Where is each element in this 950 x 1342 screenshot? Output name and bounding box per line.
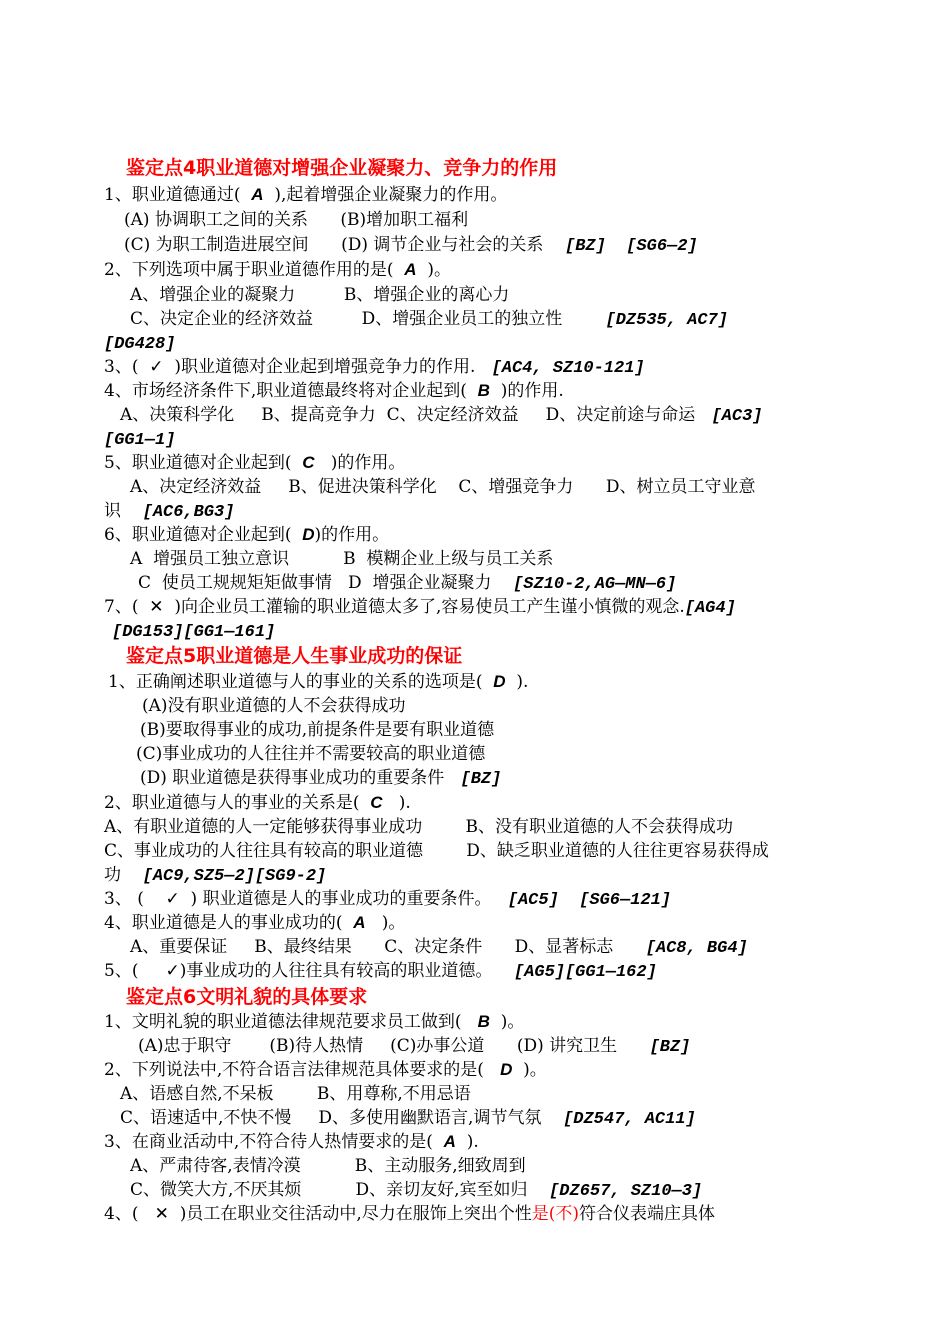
answer-mark: B <box>477 1012 490 1031</box>
line-text: )员工在职业交往活动中,尽力在服饰上突出个性 <box>168 1204 532 1224</box>
line-39 <box>130 1154 526 1178</box>
line-1 <box>104 183 507 207</box>
line-text: 3、 ( <box>104 889 166 909</box>
line-35 <box>104 1058 547 1082</box>
line-20 <box>108 670 528 694</box>
line-23 <box>136 742 485 766</box>
line-text: )。 <box>365 913 406 933</box>
line-9 <box>104 379 564 403</box>
source-tag: [DZ657, SZ10—3] <box>549 1182 703 1201</box>
source-tag: [DZ547, AC11] <box>563 1110 696 1129</box>
line-text: 5、( <box>104 961 166 981</box>
line-text: C、事业成功的人往往具有较高的职业道德 D、缺乏职业道德的人往往更容易获得成 <box>104 841 769 861</box>
line-2 <box>124 208 468 232</box>
line-28 <box>104 863 326 889</box>
line-text: 1、正确阐述职业道德与人的事业的关系的选项是( <box>108 672 494 692</box>
answer-mark: C <box>302 453 315 472</box>
line-text: 5、职业道德对企业起到( <box>104 453 303 473</box>
line-text: (A)没有职业道德的人不会获得成功 <box>142 696 406 716</box>
check-mark: ✓ <box>165 961 180 980</box>
line-text: A、有职业道德的人一定能够获得事业成功 B、没有职业道德的人不会获得成功 <box>104 817 733 837</box>
line-text: C、决定企业的经济效益 D、增强企业员工的独立性 <box>130 309 606 329</box>
line-40 <box>130 1178 702 1204</box>
line-text: 6、职业道德对企业起到( <box>104 525 303 545</box>
line-38 <box>104 1130 479 1154</box>
line-41 <box>104 1202 715 1226</box>
line-text: (C) 为职工制造进展空间 (D) 调节企业与社会的关系 <box>124 235 566 255</box>
line-text: 2、下列说法中,不符合语言法律规范具体要求的是( <box>104 1060 501 1080</box>
answer-mark: D <box>302 525 315 544</box>
line-text: 3、在商业活动中,不符合待人热情要求的是( <box>104 1132 444 1152</box>
line-5 <box>130 283 509 307</box>
line-36 <box>120 1082 471 1106</box>
source-tag: [SZ10-2,AG—MN—6] <box>513 575 677 594</box>
line-text: )向企业员工灌输的职业道德太多了,容易使员工产生谨小慎微的观念. <box>163 597 685 617</box>
line-text: (B)要取得事业的成功,前提条件是要有职业道德 <box>140 720 495 740</box>
line-text: )的作用。 <box>314 453 406 473</box>
line-6 <box>130 307 728 333</box>
line-22 <box>140 718 494 742</box>
line-text: )。 <box>512 1060 547 1080</box>
line-26 <box>104 815 733 839</box>
answer-mark: D <box>493 672 506 691</box>
line-text: A、决策科学化 B、提高竞争力 C、决定经济效益 D、决定前途与命运 <box>120 405 712 425</box>
line-text: 功 <box>104 865 143 885</box>
line-text: ) 职业道德是人的事业成功的重要条件。 <box>179 889 508 909</box>
line-18 <box>104 595 736 621</box>
line-12 <box>104 451 405 475</box>
line-10 <box>120 403 762 429</box>
line-text: ),起着增强企业凝聚力的作用。 <box>263 185 508 205</box>
line-text: 1、文明礼貌的职业道德法律规范要求员工做到( <box>104 1012 478 1032</box>
red-annotation: 是(不) <box>531 1204 580 1224</box>
cross-mark: ✕ <box>154 1204 169 1223</box>
line-text: 3、( <box>104 357 150 377</box>
line-text: C、微笑大方,不厌其烦 D、亲切友好,宾至如归 <box>130 1180 550 1200</box>
line-text: )的作用。 <box>314 525 390 545</box>
line-text: ). <box>455 1132 479 1152</box>
cross-mark: ✕ <box>149 597 164 616</box>
line-text: (C)事业成功的人往往并不需要较高的职业道德 <box>136 744 486 764</box>
check-mark: ✓ <box>149 357 164 376</box>
source-tag: [DZ535, AC7] <box>605 311 728 330</box>
source-tag: [GG1—1] <box>104 431 176 450</box>
source-tag: [AC6,BG3] <box>142 503 235 522</box>
line-text: A、严肃待客,表情冷漠 B、主动服务,细致周到 <box>130 1156 526 1176</box>
line-text: 2、职业道德与人的事业的关系是( <box>104 793 371 813</box>
line-text: A、重要保证 B、最终结果 C、决定条件 D、显著标志 <box>130 937 646 957</box>
source-tag: [AC3] <box>711 407 763 426</box>
line-text: A 增强员工独立意识 B 模糊企业上级与员工关系 <box>130 549 554 569</box>
source-tag: [DG153][GG1—161] <box>112 623 276 642</box>
answer-mark: C <box>370 793 383 812</box>
line-37 <box>120 1106 696 1132</box>
source-tag: [BZ] <box>649 1038 691 1057</box>
line-text: C、语速适中,不快不慢 D、多使用幽默语言,调节气氛 <box>120 1108 564 1128</box>
line-24 <box>140 766 501 792</box>
line-text: (A) 协调职工之间的关系 (B)增加职工福利 <box>124 210 469 230</box>
line-text: )职业道德对企业起到增强竞争力的作用. <box>163 357 492 377</box>
source-tag: [BZ] [SG6—2] <box>565 237 698 256</box>
section-heading-5: 鉴定点5职业道德是人生事业成功的保证 <box>126 645 463 667</box>
check-mark: ✓ <box>165 889 180 908</box>
answer-mark: A <box>251 185 264 204</box>
line-32 <box>104 959 657 985</box>
line-text: A、语感自然,不呆板 B、用尊称,不用忌语 <box>120 1084 471 1104</box>
line-17 <box>138 571 676 597</box>
section-heading-4: 鉴定点4职业道德对增强企业凝聚力、竞争力的作用 <box>126 157 558 179</box>
source-tag: [AC5] [SG6—121] <box>507 891 672 910</box>
source-tag: [AC9,SZ5—2][SG9-2] <box>142 867 327 886</box>
line-4 <box>104 258 451 282</box>
line-14 <box>104 499 234 525</box>
line-11 <box>104 427 175 453</box>
line-text: A、增强企业的凝聚力 B、增强企业的离心力 <box>130 285 510 305</box>
line-text: )。 <box>489 1012 525 1032</box>
line-text: C 使员工规规矩矩做事情 D 增强企业凝聚力 <box>138 573 514 593</box>
section-heading-6: 鉴定点6文明礼貌的具体要求 <box>126 986 368 1008</box>
line-text: (D) 职业道德是获得事业成功的重要条件 <box>140 768 461 788</box>
line-15 <box>104 523 389 547</box>
line-text: )事业成功的人往往具有较高的职业道德。 <box>179 961 514 981</box>
line-8 <box>104 355 645 381</box>
line-text: 符合仪表端庄具体 <box>579 1204 716 1224</box>
line-text: 1、职业道德通过( <box>104 185 252 205</box>
line-text: 7、( <box>104 597 150 617</box>
line-text: 4、( <box>104 1204 155 1224</box>
line-21 <box>142 694 406 718</box>
line-3 <box>124 233 698 259</box>
line-13 <box>130 475 755 499</box>
line-25 <box>104 791 411 815</box>
line-30 <box>104 911 405 935</box>
source-tag: [DG428] <box>104 335 176 354</box>
line-text: )的作用. <box>489 381 564 401</box>
line-text: 4、职业道德是人的事业成功的( <box>104 913 354 933</box>
line-text: 4、市场经济条件下,职业道德最终将对企业起到( <box>104 381 478 401</box>
line-text: ). <box>382 793 411 813</box>
line-34 <box>138 1034 690 1060</box>
line-27 <box>104 839 769 863</box>
line-text: ). <box>505 672 529 692</box>
line-text: 2、下列选项中属于职业道德作用的是( <box>104 260 405 280</box>
source-tag: [AC8, BG4] <box>645 939 748 958</box>
answer-mark: A <box>404 260 417 279</box>
line-19 <box>112 619 275 645</box>
source-tag: [BZ] <box>460 770 502 789</box>
source-tag: [AG4] <box>684 599 736 618</box>
line-text: (A)忠于职守 (B)待人热情 (C)办事公道 (D) 讲究卫生 <box>138 1036 650 1056</box>
source-tag: [AC4, SZ10-121] <box>491 359 645 378</box>
line-text: )。 <box>416 260 451 280</box>
source-tag: [AG5][GG1—162] <box>513 963 657 982</box>
answer-mark: D <box>500 1060 513 1079</box>
line-31 <box>130 935 748 961</box>
line-16 <box>130 547 553 571</box>
answer-mark: B <box>477 381 490 400</box>
line-29 <box>104 887 671 913</box>
answer-mark: A <box>443 1132 456 1151</box>
line-33 <box>104 1010 524 1034</box>
line-text: 识 <box>104 501 143 521</box>
answer-mark: A <box>353 913 366 932</box>
line-7 <box>104 331 175 357</box>
line-text: A、决定经济效益 B、促进决策科学化 C、增强竞争力 D、树立员工守业意 <box>130 477 756 497</box>
